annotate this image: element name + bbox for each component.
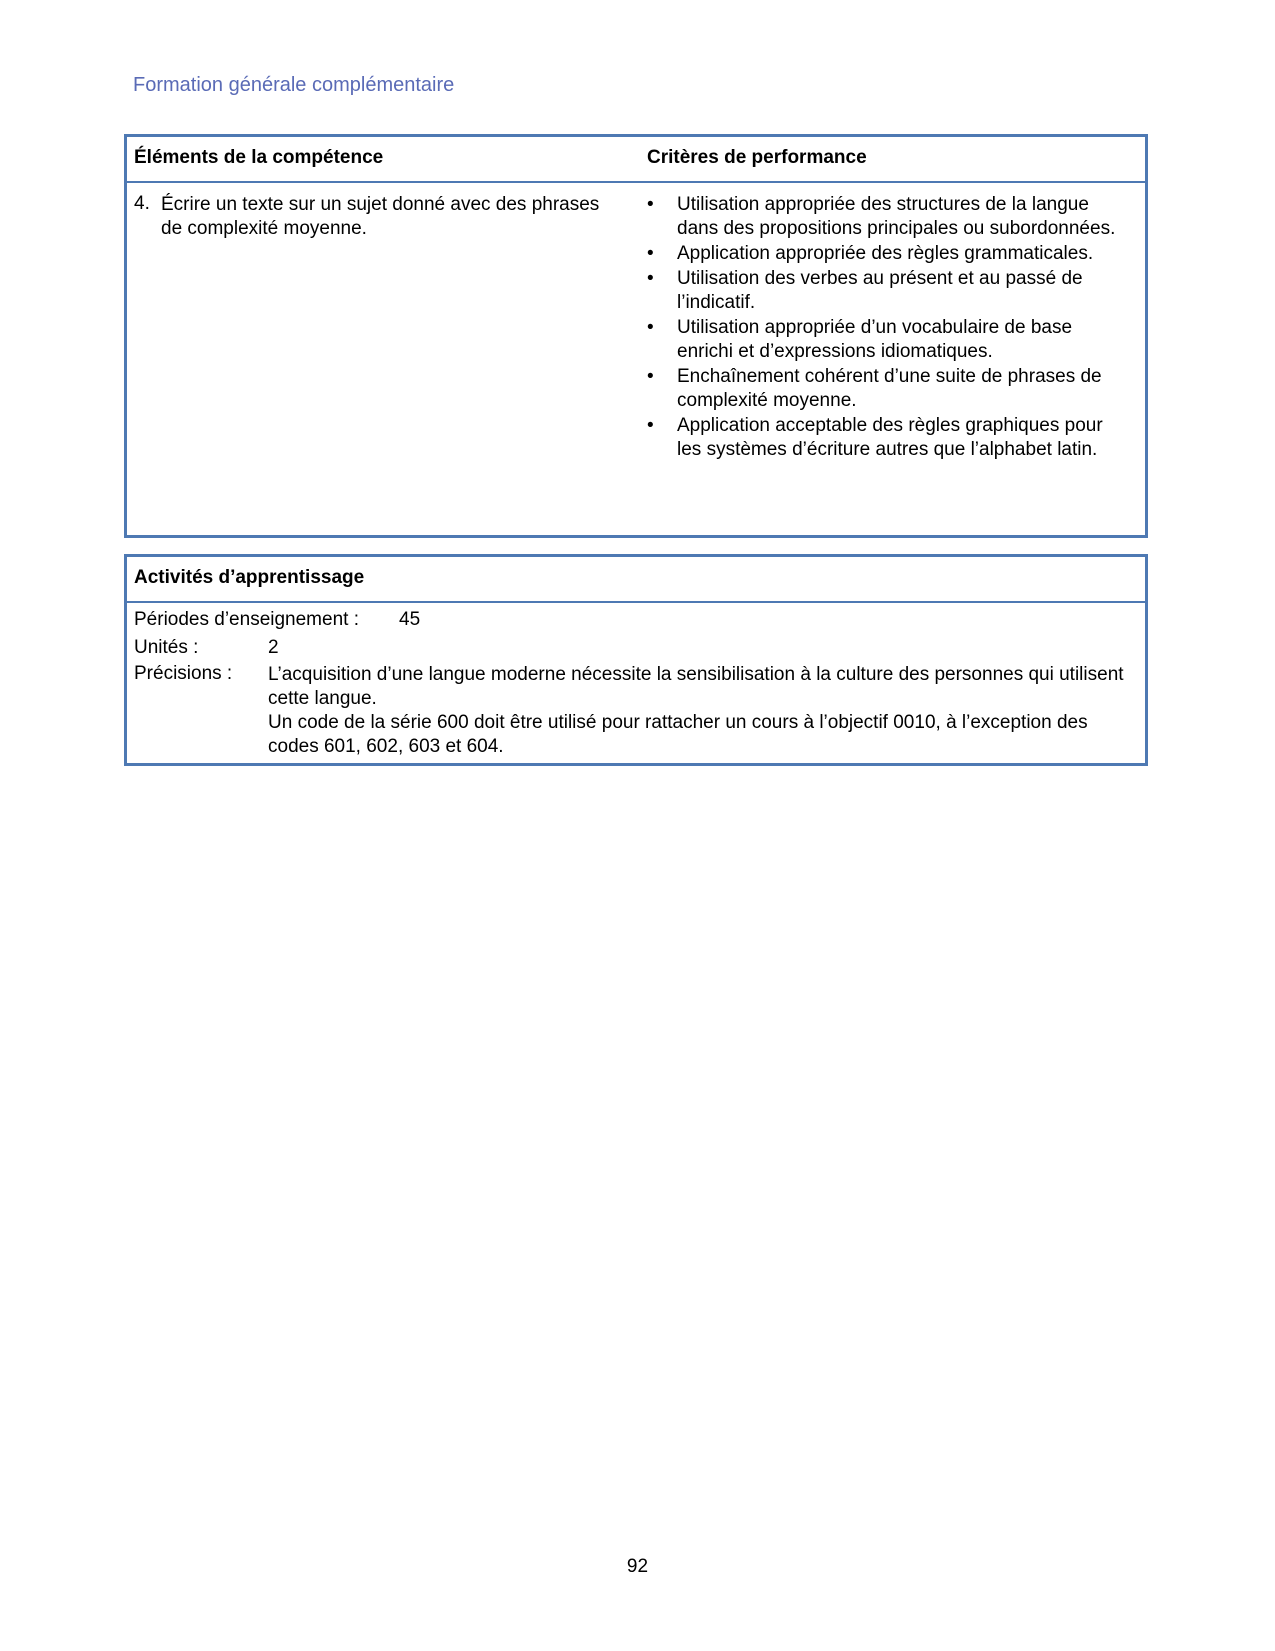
element-text: Écrire un texte sur un sujet donné avec des phrases de complexité moyenne. (161, 194, 600, 239)
criteria-text: Utilisation appropriée d’un vocabulaire de base enrichi et d’expressions idiomatiques. (677, 317, 1073, 362)
criteres-column-header: Critères de performance (647, 147, 867, 168)
criteria-item (647, 414, 1117, 462)
criteria-item (647, 365, 1117, 413)
element-number: 4. (134, 193, 150, 214)
bullet-icon: • (647, 243, 654, 264)
criteria-item (647, 267, 1117, 315)
criteria-text: Application acceptable des règles graphiques pour les systèmes d’écriture autres que l’alphabet latin. (677, 415, 1103, 460)
criteria-text: Utilisation appropriée des structures de la langue dans des propositions principales ou subordonnées. (677, 194, 1116, 239)
precisions-label: Précisions : (134, 663, 233, 684)
activites-table (124, 554, 1148, 766)
criteria-text: Utilisation des verbes au présent et au passé de l’indicatif. (677, 268, 1083, 313)
bullet-icon: • (647, 317, 654, 338)
criteria-item (647, 316, 1117, 364)
competence-table (124, 134, 1148, 538)
activites-title: Activités d’apprentissage (134, 567, 365, 588)
precisions-text (268, 663, 1128, 759)
bullet-icon: • (647, 366, 654, 387)
competence-header-row (127, 137, 1145, 183)
criteria-item (647, 193, 1117, 241)
unites-label: Unités : (134, 637, 199, 658)
bullet-icon: • (647, 415, 654, 436)
unites-value: 2 (268, 637, 279, 658)
periodes-value: 45 (399, 609, 421, 630)
periodes-label: Périodes d’enseignement : (134, 609, 359, 630)
elements-column-header: Éléments de la compétence (134, 147, 384, 168)
criteria-text: Enchaînement cohérent d’une suite de phrases de complexité moyenne. (677, 366, 1102, 411)
precision-paragraph: Un code de la série 600 doit être utilisé pour rattacher un cours à l’objectif 0010, à l’exception des codes 601, 602, 603 et 604. (268, 712, 1088, 757)
criteria-list (647, 193, 1117, 463)
page-number: 92 (626, 1556, 649, 1577)
activites-header-row (127, 557, 1145, 603)
precision-paragraph: L’acquisition d’une langue moderne nécessite la sensibilisation à la culture des personnes qui utilisent cette langue. (268, 664, 1124, 709)
criteria-item (647, 242, 1117, 266)
criteria-text: Application appropriée des règles grammaticales. (677, 243, 1094, 264)
bullet-icon: • (647, 268, 654, 289)
section-title: Formation générale complémentaire (133, 74, 455, 96)
bullet-icon: • (647, 194, 654, 215)
